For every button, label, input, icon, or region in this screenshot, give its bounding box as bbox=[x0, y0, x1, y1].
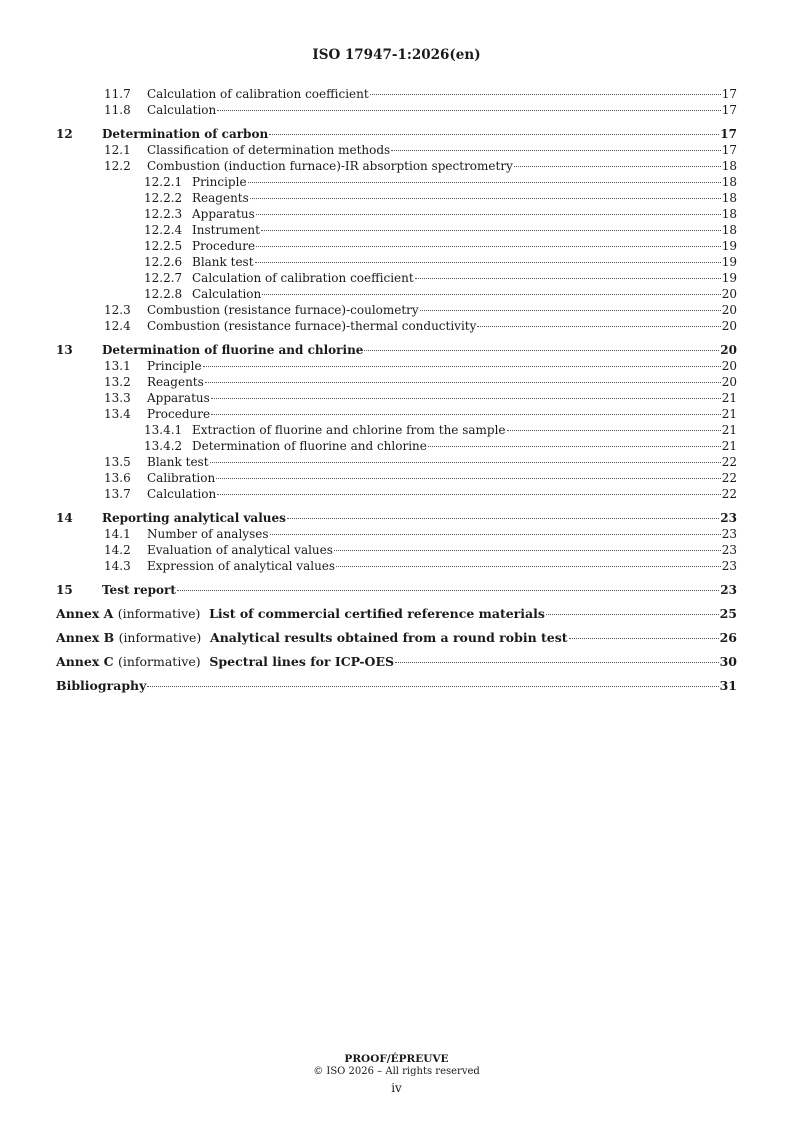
table-of-contents bbox=[56, 86, 737, 694]
toc-entry-number: 12.2.8 bbox=[144, 287, 183, 301]
toc-entry-title: Calculation of calibration coefficient bbox=[192, 271, 414, 285]
toc-entry[interactable] bbox=[56, 190, 737, 206]
toc-entry-number: 13.2 bbox=[104, 375, 131, 389]
toc-entry-page: 21 bbox=[721, 407, 737, 421]
toc-leader-dots bbox=[211, 398, 721, 399]
toc-entry-page: 22 bbox=[721, 487, 737, 501]
toc-entry-annex[interactable] bbox=[56, 606, 737, 622]
toc-leader-dots bbox=[420, 310, 721, 311]
toc-leader-dots bbox=[546, 614, 719, 615]
toc-entry-title: Calculation bbox=[147, 487, 217, 501]
toc-entry-page: 23 bbox=[721, 559, 737, 573]
toc-entry-title: Reporting analytical values bbox=[102, 511, 286, 525]
toc-leader-dots bbox=[415, 278, 721, 279]
toc-entry-annex[interactable] bbox=[56, 630, 737, 646]
toc-entry-number: 12.1 bbox=[104, 143, 131, 157]
toc-entry-page: 20 bbox=[721, 303, 737, 317]
toc-leader-dots bbox=[211, 414, 721, 415]
toc-entry-number: 13.5 bbox=[104, 455, 131, 469]
toc-entry-number: 13.3 bbox=[104, 391, 131, 405]
toc-entry-number: 12.2.3 bbox=[144, 207, 183, 221]
toc-entry-number: 13.7 bbox=[104, 487, 131, 501]
toc-entry-title: Reagents bbox=[192, 191, 249, 205]
toc-leader-dots bbox=[250, 198, 721, 199]
toc-leader-dots bbox=[270, 534, 721, 535]
toc-entry-title: Expression of analytical values bbox=[147, 559, 336, 573]
toc-entry-title: Procedure bbox=[192, 239, 256, 253]
toc-entry-title: Combustion (resistance furnace)-coulometry bbox=[147, 303, 419, 317]
toc-entry-title: Evaluation of analytical values bbox=[147, 543, 333, 557]
toc-leader-dots bbox=[216, 478, 721, 479]
toc-entry-page: 22 bbox=[721, 471, 737, 485]
toc-entry-page: 20 bbox=[721, 287, 737, 301]
toc-entry[interactable] bbox=[56, 126, 737, 142]
toc-entry-title: Bibliography bbox=[56, 678, 147, 693]
toc-entry-number: 12.2.7 bbox=[144, 271, 183, 285]
toc-entry[interactable] bbox=[56, 358, 737, 374]
toc-entry-page: 19 bbox=[721, 255, 737, 269]
toc-entry-page: 18 bbox=[721, 159, 737, 173]
toc-entry[interactable] bbox=[56, 406, 737, 422]
toc-entry[interactable] bbox=[56, 158, 737, 174]
toc-entry-page: 23 bbox=[720, 583, 737, 597]
toc-entry-number: 11.8 bbox=[104, 103, 131, 117]
toc-leader-dots bbox=[256, 246, 721, 247]
toc-entry-number: 14 bbox=[56, 511, 73, 525]
toc-entry-page: 31 bbox=[719, 678, 737, 693]
toc-leader-dots bbox=[287, 518, 719, 519]
toc-entry-number: 12.2.2 bbox=[144, 191, 183, 205]
toc-leader-dots bbox=[428, 446, 721, 447]
toc-entry-number: 13.4.1 bbox=[144, 423, 183, 437]
toc-entry-number: 13.4.2 bbox=[144, 439, 183, 453]
toc-entry-title: Calculation bbox=[147, 103, 217, 117]
toc-entry-number: 12.2.4 bbox=[144, 223, 183, 237]
toc-entry-title: Number of analyses bbox=[147, 527, 269, 541]
toc-entry-annex[interactable] bbox=[56, 654, 737, 670]
toc-leader-dots bbox=[391, 150, 721, 151]
toc-leader-dots bbox=[364, 350, 719, 351]
toc-entries bbox=[56, 86, 737, 598]
toc-entry[interactable] bbox=[56, 582, 737, 598]
toc-entry-title: Reagents bbox=[147, 375, 204, 389]
toc-entry-number: 12.2.5 bbox=[144, 239, 183, 253]
annex-title: Spectral lines for ICP-OES bbox=[209, 654, 395, 669]
toc-entry[interactable] bbox=[56, 238, 737, 254]
toc-entry[interactable] bbox=[56, 206, 737, 222]
toc-entry-page: 20 bbox=[720, 343, 737, 357]
toc-entry-title: Apparatus bbox=[147, 391, 210, 405]
toc-entry-number: 13 bbox=[56, 343, 73, 357]
toc-entry-page: 19 bbox=[721, 239, 737, 253]
toc-entry-page: 18 bbox=[721, 223, 737, 237]
toc-entry-number: 12 bbox=[56, 127, 73, 141]
toc-entry-number: 15 bbox=[56, 583, 73, 597]
toc-leader-dots bbox=[261, 230, 721, 231]
toc-leader-dots bbox=[248, 182, 721, 183]
toc-entry[interactable] bbox=[56, 422, 737, 438]
toc-entry[interactable] bbox=[56, 142, 737, 158]
toc-entry-page: 19 bbox=[721, 271, 737, 285]
document-id-header: ISO 17947-1:2026(en) bbox=[312, 47, 481, 63]
toc-entry-page: 23 bbox=[721, 527, 737, 541]
toc-leader-dots bbox=[210, 462, 721, 463]
toc-entry-title: Calculation of calibration coefficient bbox=[147, 87, 369, 101]
toc-entry-bibliography[interactable] bbox=[56, 678, 737, 694]
annex-title: List of commercial certified reference materials bbox=[209, 606, 545, 621]
toc-entry[interactable] bbox=[56, 470, 737, 486]
toc-entry-page: 20 bbox=[721, 359, 737, 373]
toc-leader-dots bbox=[370, 94, 721, 95]
toc-entry[interactable] bbox=[56, 302, 737, 318]
toc-entry[interactable] bbox=[56, 454, 737, 470]
toc-leader-dots bbox=[269, 134, 719, 135]
toc-entry-page: 17 bbox=[721, 87, 737, 101]
toc-entry-page: 22 bbox=[721, 455, 737, 469]
toc-entry[interactable] bbox=[56, 558, 737, 574]
toc-entry-page: 21 bbox=[721, 439, 737, 453]
toc-leader-dots bbox=[217, 494, 720, 495]
toc-entry-title: Blank test bbox=[192, 255, 254, 269]
toc-leader-dots bbox=[256, 214, 721, 215]
toc-entry-title: Calculation bbox=[192, 287, 262, 301]
toc-entry-page: 26 bbox=[719, 630, 737, 645]
toc-leader-dots bbox=[477, 326, 720, 327]
toc-entry[interactable] bbox=[56, 270, 737, 286]
annex-kind: (informative) bbox=[118, 630, 202, 645]
toc-entry-page: 18 bbox=[721, 175, 737, 189]
toc-entry[interactable] bbox=[56, 286, 737, 302]
toc-entry-page: 17 bbox=[721, 103, 737, 117]
toc-entry-title: Determination of fluorine and chlorine bbox=[102, 343, 364, 357]
toc-entry-number: 14.2 bbox=[104, 543, 131, 557]
toc-entry-page: 21 bbox=[721, 391, 737, 405]
toc-leader-dots bbox=[336, 566, 721, 567]
annex-label: Annex A bbox=[56, 606, 114, 621]
toc-entry-page: 18 bbox=[721, 191, 737, 205]
toc-leader-dots bbox=[507, 430, 721, 431]
toc-entry-title: Procedure bbox=[147, 407, 211, 421]
toc-leader-dots bbox=[205, 382, 721, 383]
toc-entry-title: Principle bbox=[192, 175, 247, 189]
toc-entry-page: 30 bbox=[719, 654, 737, 669]
toc-leader-dots bbox=[262, 294, 720, 295]
toc-entry[interactable] bbox=[56, 526, 737, 542]
toc-entry[interactable] bbox=[56, 342, 737, 358]
toc-entry-page: 21 bbox=[721, 423, 737, 437]
toc-entry-title: Determination of fluorine and chlorine bbox=[192, 439, 427, 453]
toc-entry-page: 18 bbox=[721, 207, 737, 221]
toc-leader-dots bbox=[217, 110, 720, 111]
toc-entry-title: Apparatus bbox=[192, 207, 255, 221]
toc-entry-page: 25 bbox=[719, 606, 737, 621]
toc-entry-title: Combustion (resistance furnace)-thermal conductivity bbox=[147, 319, 477, 333]
annex-label: Annex B bbox=[56, 630, 115, 645]
toc-leader-dots bbox=[395, 662, 719, 663]
annex-kind: (informative) bbox=[117, 654, 201, 669]
toc-entry[interactable] bbox=[56, 318, 737, 334]
toc-entry[interactable] bbox=[56, 174, 737, 190]
toc-entry[interactable] bbox=[56, 510, 737, 526]
annex-kind: (informative) bbox=[117, 606, 201, 621]
toc-entry-title: Test report bbox=[102, 583, 176, 597]
toc-entry-title: Extraction of fluorine and chlorine from the sample bbox=[192, 423, 506, 437]
copyright-notice: © ISO 2026 – All rights reserved bbox=[313, 1066, 480, 1077]
annex-title: Analytical results obtained from a round robin test bbox=[210, 630, 568, 645]
toc-entry[interactable] bbox=[56, 390, 737, 406]
annex-entries bbox=[56, 606, 737, 670]
toc-entry-number: 12.2 bbox=[104, 159, 131, 173]
toc-leader-dots bbox=[255, 262, 721, 263]
toc-entry[interactable] bbox=[56, 542, 737, 558]
toc-entry-title: Classification of determination methods bbox=[147, 143, 391, 157]
toc-entry-page: 17 bbox=[721, 143, 737, 157]
toc-leader-dots bbox=[177, 590, 719, 591]
toc-entry-page: 20 bbox=[721, 319, 737, 333]
toc-entry-number: 13.1 bbox=[104, 359, 131, 373]
toc-entry-page: 23 bbox=[721, 543, 737, 557]
toc-entry-page: 20 bbox=[721, 375, 737, 389]
page-number: iv bbox=[391, 1081, 402, 1095]
toc-entry-number: 13.6 bbox=[104, 471, 131, 485]
toc-entry-number: 12.2.6 bbox=[144, 255, 183, 269]
toc-entry-title: Calibration bbox=[147, 471, 216, 485]
toc-leader-dots bbox=[514, 166, 721, 167]
toc-entry-number: 13.4 bbox=[104, 407, 131, 421]
toc-entry[interactable] bbox=[56, 86, 737, 102]
proof-label: PROOF/ÉPREUVE bbox=[344, 1053, 449, 1065]
toc-entry[interactable] bbox=[56, 486, 737, 502]
toc-entry-number: 12.3 bbox=[104, 303, 131, 317]
toc-entry-number: 14.3 bbox=[104, 559, 131, 573]
toc-entry-number: 12.4 bbox=[104, 319, 131, 333]
toc-entry[interactable] bbox=[56, 102, 737, 118]
toc-entry[interactable] bbox=[56, 374, 737, 390]
toc-entry-number: 12.2.1 bbox=[144, 175, 183, 189]
toc-entry-title: Combustion (induction furnace)-IR absorption spectrometry bbox=[147, 159, 513, 173]
page-footer bbox=[0, 1053, 793, 1098]
toc-entry[interactable] bbox=[56, 438, 737, 454]
toc-leader-dots bbox=[569, 638, 719, 639]
toc-entry-title: Determination of carbon bbox=[102, 127, 269, 141]
toc-entry-title: Instrument bbox=[192, 223, 260, 237]
toc-entry[interactable] bbox=[56, 222, 737, 238]
toc-leader-dots bbox=[203, 366, 721, 367]
toc-entry-number: 11.7 bbox=[104, 87, 131, 101]
toc-entry-page: 23 bbox=[720, 511, 737, 525]
toc-entry-title: Blank test bbox=[147, 455, 209, 469]
toc-entry-title: Principle bbox=[147, 359, 202, 373]
toc-leader-dots bbox=[147, 686, 718, 687]
toc-leader-dots bbox=[334, 550, 721, 551]
toc-entry-number: 14.1 bbox=[104, 527, 131, 541]
toc-entry-page: 17 bbox=[720, 127, 737, 141]
toc-entry[interactable] bbox=[56, 254, 737, 270]
annex-label: Annex C bbox=[56, 654, 114, 669]
